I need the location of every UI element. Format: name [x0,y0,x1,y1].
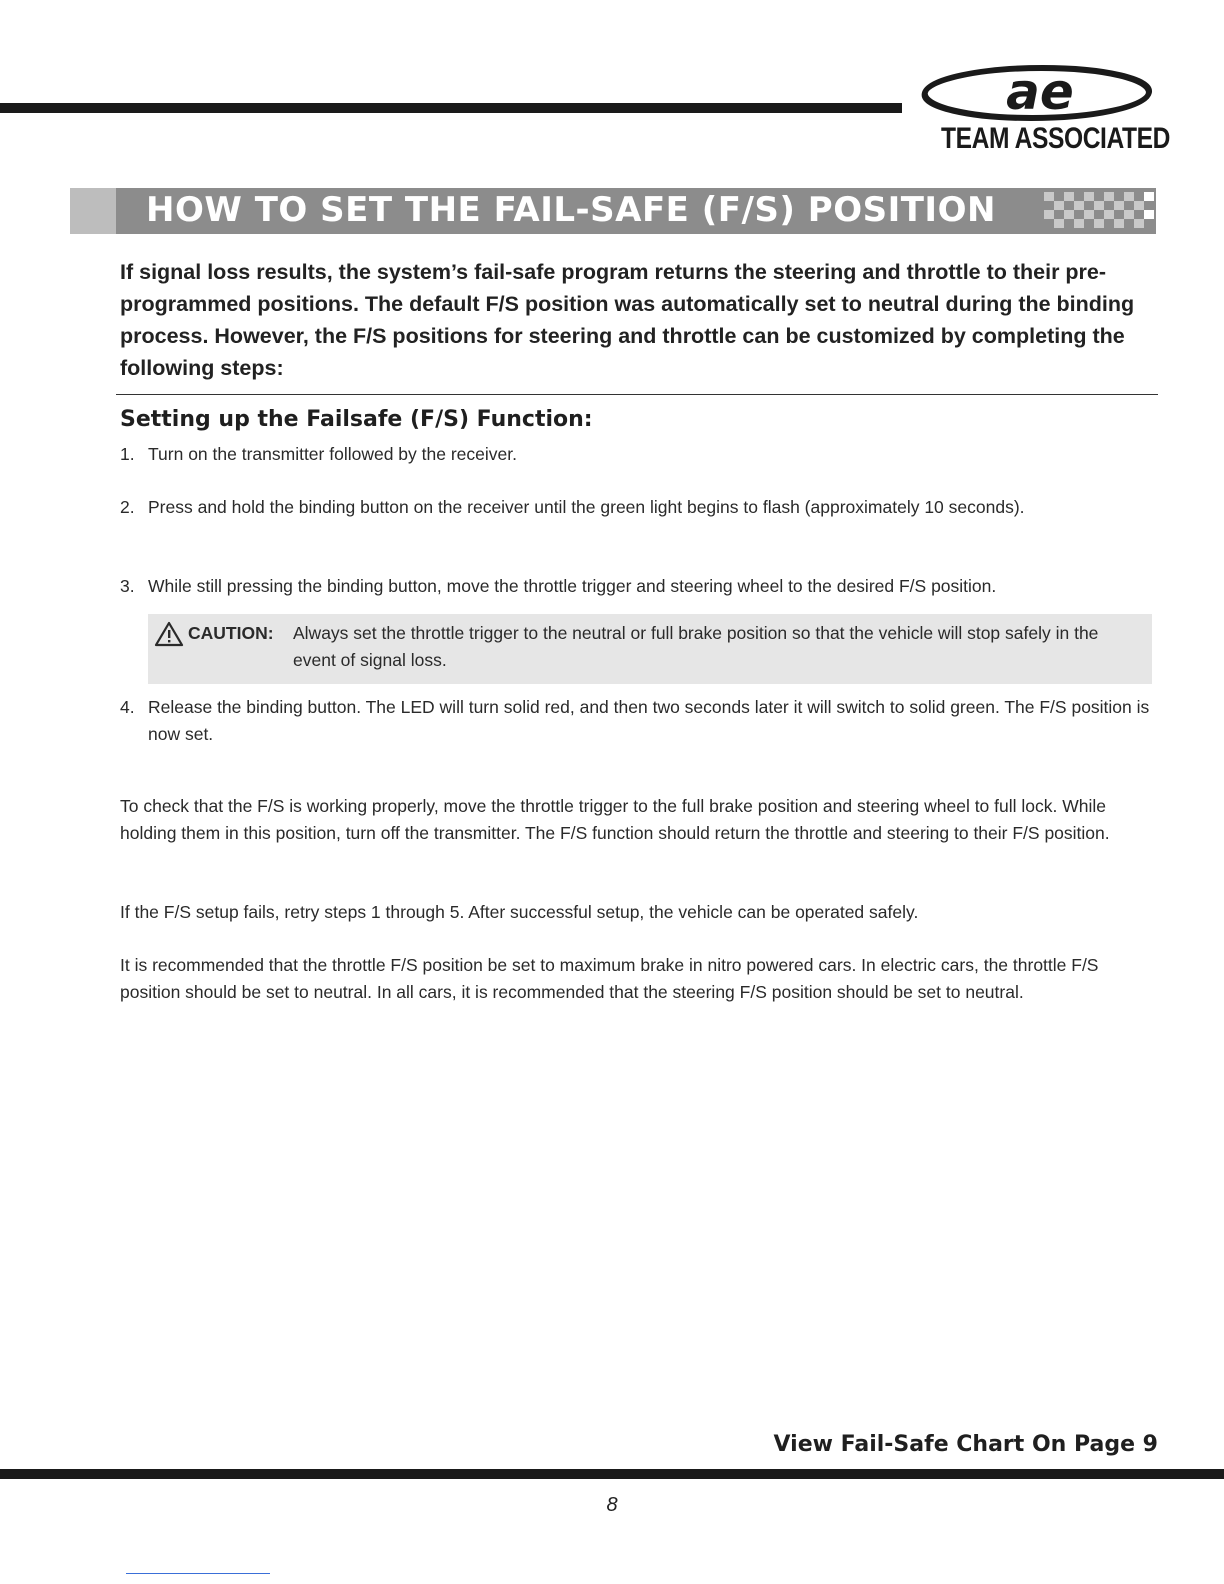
ae-logo-icon [920,64,1154,122]
body-paragraph: If the F/S setup fails, retry steps 1 through 5. After successful setup, the vehicle can be operated safely. [120,902,919,922]
caution-label: CAUTION: [188,623,274,643]
step-text: Turn on the transmitter followed by the receiver. [148,444,517,464]
body-paragraph: It is recommended that the throttle F/S position be set to maximum brake in nitro powered cars. In electric cars, the throttle F/S position should be set to neutral. In all cars, it is recommended that the steering F/S position should be set to neutral. [120,955,1099,1002]
step-text: Press and hold the binding button on the receiver until the green light begins to flash (approximately 10 seconds). [148,497,1025,517]
step-item [120,573,1165,600]
page-number: 8 [606,1494,618,1516]
intro-paragraph: If signal loss results, the system’s fail-safe program returns the steering and throttle to their pre-programmed positions. The default F/S position was automatically set to neutral during the binding process. However, the F/S positions for steering and throttle can be customized by completing the following steps: [120,260,1135,380]
intro-divider [116,394,1158,395]
logo-text: TEAM ASSOCIATED [941,122,1170,155]
step-number: 4. [120,697,135,717]
step-text: Release the binding button. The LED will turn solid red, and then two seconds later it will switch to solid green. The F/S position is now set. [148,697,1150,744]
caution-box [148,614,1152,684]
page-title: HOW TO SET THE FAIL-SAFE (F/S) POSITION [146,190,996,230]
title-banner-block [70,188,116,234]
logo-mark: ae [1006,64,1074,121]
step-number: 2. [120,497,135,517]
footer-rule [0,1469,1224,1479]
step-item [120,494,1165,521]
title-banner [70,188,1156,234]
footnote-rule [126,1573,270,1574]
warning-triangle-icon [154,621,184,647]
section-heading: Setting up the Failsafe (F/S) Function: [120,407,593,432]
step-number: 3. [120,576,135,596]
step-item [120,441,1165,468]
caution-text: Always set the throttle trigger to the neutral or full brake position so that the vehicle will stop safely in the event of signal loss. [293,623,1099,670]
step-number: 1. [120,444,135,464]
step-item [120,694,1165,748]
checkered-flag-icon [1038,188,1156,234]
step-text: While still pressing the binding button, move the throttle trigger and steering wheel to the desired F/S position. [148,576,997,596]
header-rule [0,103,902,113]
team-associated-logo [920,64,1170,160]
body-paragraph: To check that the F/S is working properly, move the throttle trigger to the full brake position and steering wheel to full lock. While holding them in this position, turn off the transmitter. The F/S function should return the throttle and steering to their F/S position. [120,796,1110,843]
fail-safe-chart-link[interactable]: View Fail-Safe Chart On Page 9 [773,1432,1158,1457]
